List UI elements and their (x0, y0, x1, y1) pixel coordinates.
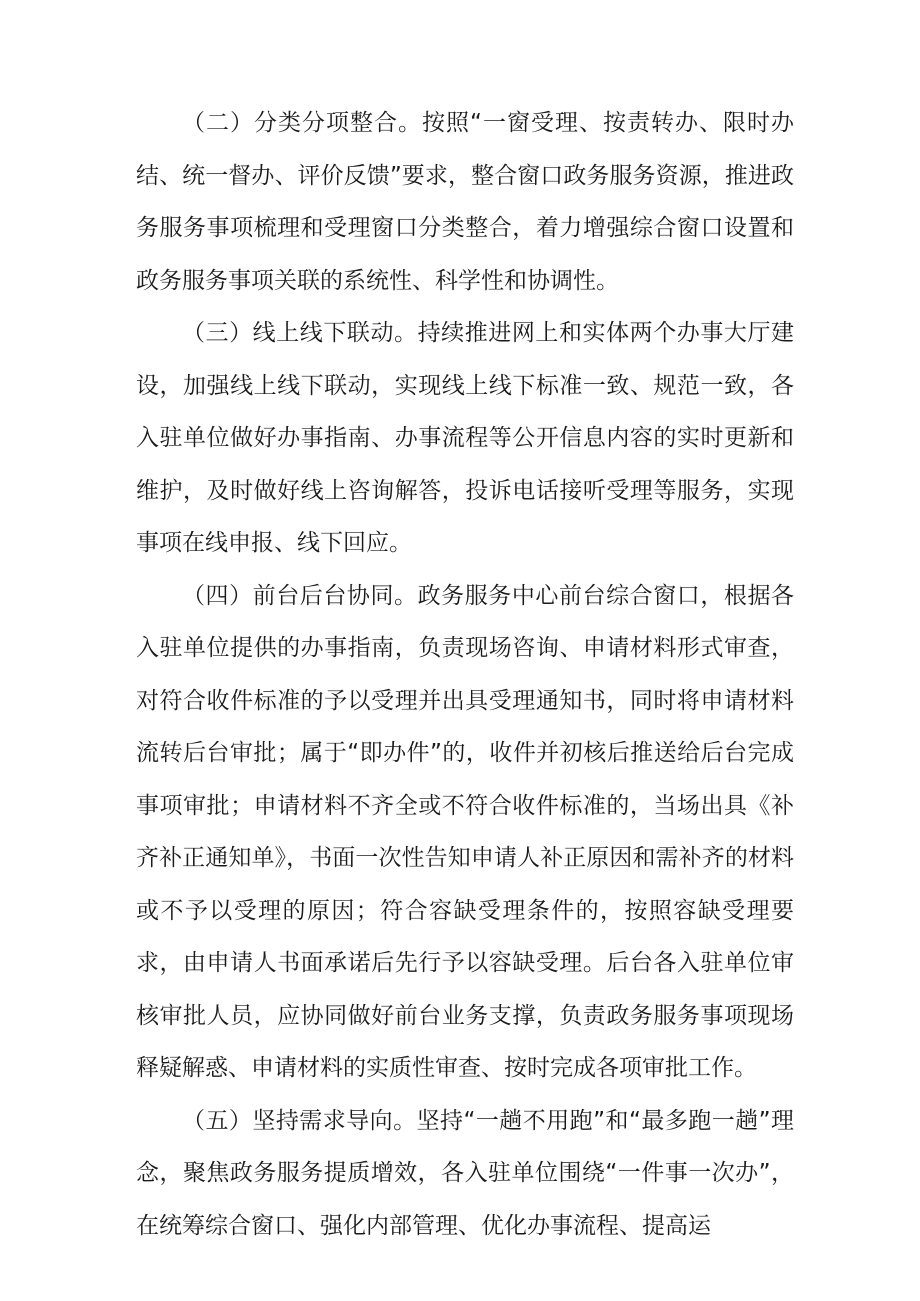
paragraph-classified-integration: （二）分类分项整合。按照“一窗受理、按责转办、限时办结、统一督办、评价反馈”要求，整合窗口政务服务资源，推进政务服务事项梳理和受理窗口分类整合，着力增强综合窗口设置和政务服务事项关联的系统性、科学性和协调性。 (136, 110, 794, 294)
paragraph-demand-orientation: （五）坚持需求导向。坚持“一趟不用跑”和“最多跑一趟”理念，聚焦政务服务提质增效，各入驻单位围绕“一件事一次办”，在统筹综合窗口、强化内部管理、优化办事流程、提高运 (136, 1107, 794, 1239)
paragraph-front-back-office-coordination: （四）前台后台协同。政务服务中心前台综合窗口，根据各入驻单位提供的办事指南，负责现场咨询、申请材料形式审查，对符合收件标准的予以受理并出具受理通知书，同时将申请材料流转后台审批；属于“即办件”的，收件并初核后推送给后台完成事项审批；申请材料不齐全或不符合收件标准的，当场出具《补齐补正通知单》，书面一次性告知申请人补正原因和需补齐的材料或不予以受理的原因；符合容缺受理条件的，按照容缺受理要求，由申请人书面承诺后先行予以容缺受理。后台各入驻单位审核审批人员，应协同做好前台业务支撑，负责政务服务事项现场释疑解惑、申请材料的实质性审查、按时完成各项审批工作。 (136, 582, 794, 1081)
paragraph-online-offline-linkage: （三）线上线下联动。持续推进网上和实体两个办事大厅建设，加强线上线下联动，实现线上线下标准一致、规范一致，各入驻单位做好办事指南、办事流程等公开信息内容的实时更新和维护，及时做好线上咨询解答，投诉电话接听受理等服务，实现事项在线申报、线下回应。 (136, 320, 794, 556)
document-body (136, 97, 794, 1252)
